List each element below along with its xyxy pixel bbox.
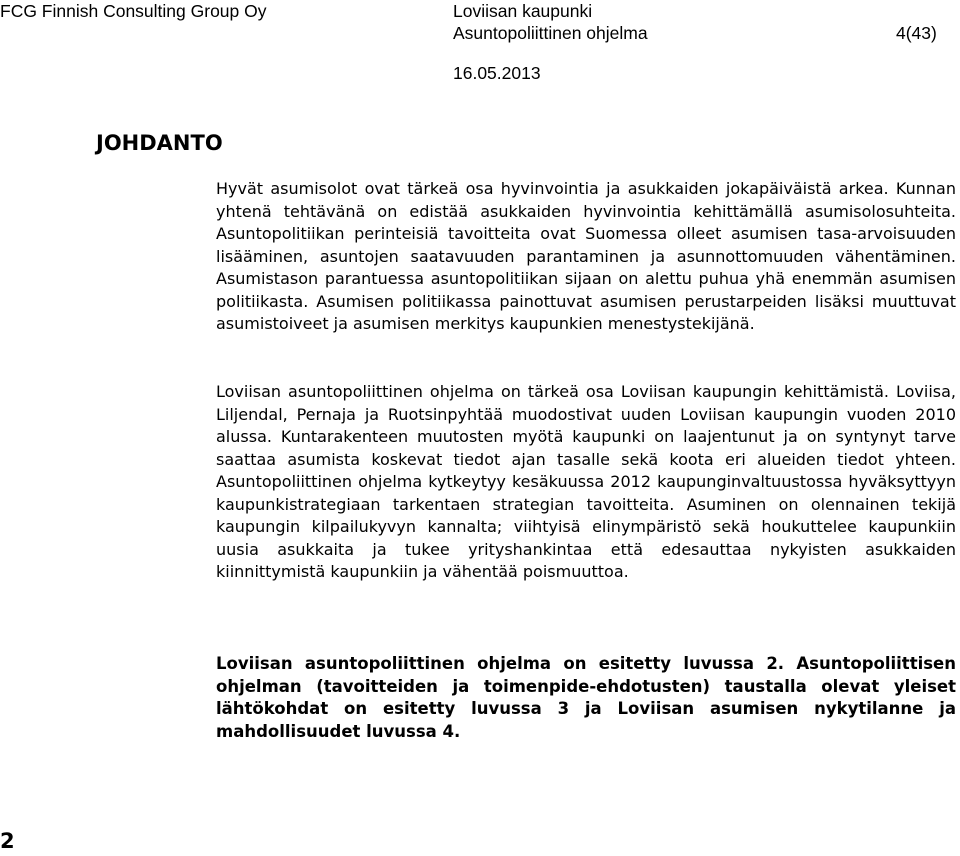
- page-number: 4(43): [896, 23, 937, 43]
- intro-paragraph: Hyvät asumisolot ovat tärkeä osa hyvinvointia ja asukkaiden jokapäiväistä arkea. Kunnan yhtenä tehtävänä on edistää asukkaiden hyvinvointia kehittämällä asumisolosuhteita. Asuntopolitiikan perinteisiä tavoitteita ovat Suomessa olleet asumisen tasa-arvoisuuden lisääminen, asuntojen saatavuuden parantaminen ja asunnottomuuden vähentäminen. Asumistason parantuessa asuntopolitiikan sijaan on alettu puhua yhä enemmän asumisen politiikasta. Asumisen politiikassa painottuvat asumisen perustarpeiden lisäksi muuttuvat asumistoiveet ja asumisen merkitys kaupunkien menestystekijänä.: [216, 179, 956, 333]
- client-name: Loviisan kaupunki: [453, 1, 593, 21]
- company-name: FCG Finnish Consulting Group Oy: [0, 1, 267, 21]
- document-title: Asuntopoliittinen ohjelma: [453, 23, 648, 43]
- structure-paragraph: Loviisan asuntopoliittinen ohjelma on esitetty luvussa 2. Asuntopoliittisen ohjelman (tavoitteiden ja toimenpide-ehdotusten) taustalla olevat yleiset lähtökohdat on esitetty luvussa 3 ja Loviisan asumisen nykytilanne ja mahdollisuudet luvussa 4.: [216, 654, 956, 741]
- document-date: 16.05.2013: [453, 63, 541, 83]
- section-heading: JOHDANTO: [96, 131, 223, 155]
- context-paragraph: Loviisan asuntopoliittinen ohjelma on tärkeä osa Loviisan kaupungin kehittämistä. Loviisa, Liljendal, Pernaja ja Ruotsinpyhtää muodostivat uuden Loviisan kaupungin vuoden 2010 alussa. Kuntarakenteen muutosten myötä kaupunki on laajentunut ja on syntynyt tarve saattaa asumista koskevat tiedot ajan tasalle sekä koota eri alueiden tiedot yhteen. Asuntopoliittinen ohjelma kytkeytyy kesäkuussa 2012 kaupunginvaltuustossa hyväksyttyyn kaupunkistrategiaan tarkentaen strategian tavoitteita. Asuminen on olennainen tekijä kaupungin kilpailukyvyn kannalta; viihtyisä elinympäristö sekä houkuttelee kaupunkiin uusia asukkaita ja tukee yrityshankintaa että edesauttaa nykyisten asukkaiden kiinnittymistä kaupunkiin ja vähentää poismuuttoa.: [216, 382, 956, 581]
- chapter-marker: 2: [0, 829, 15, 853]
